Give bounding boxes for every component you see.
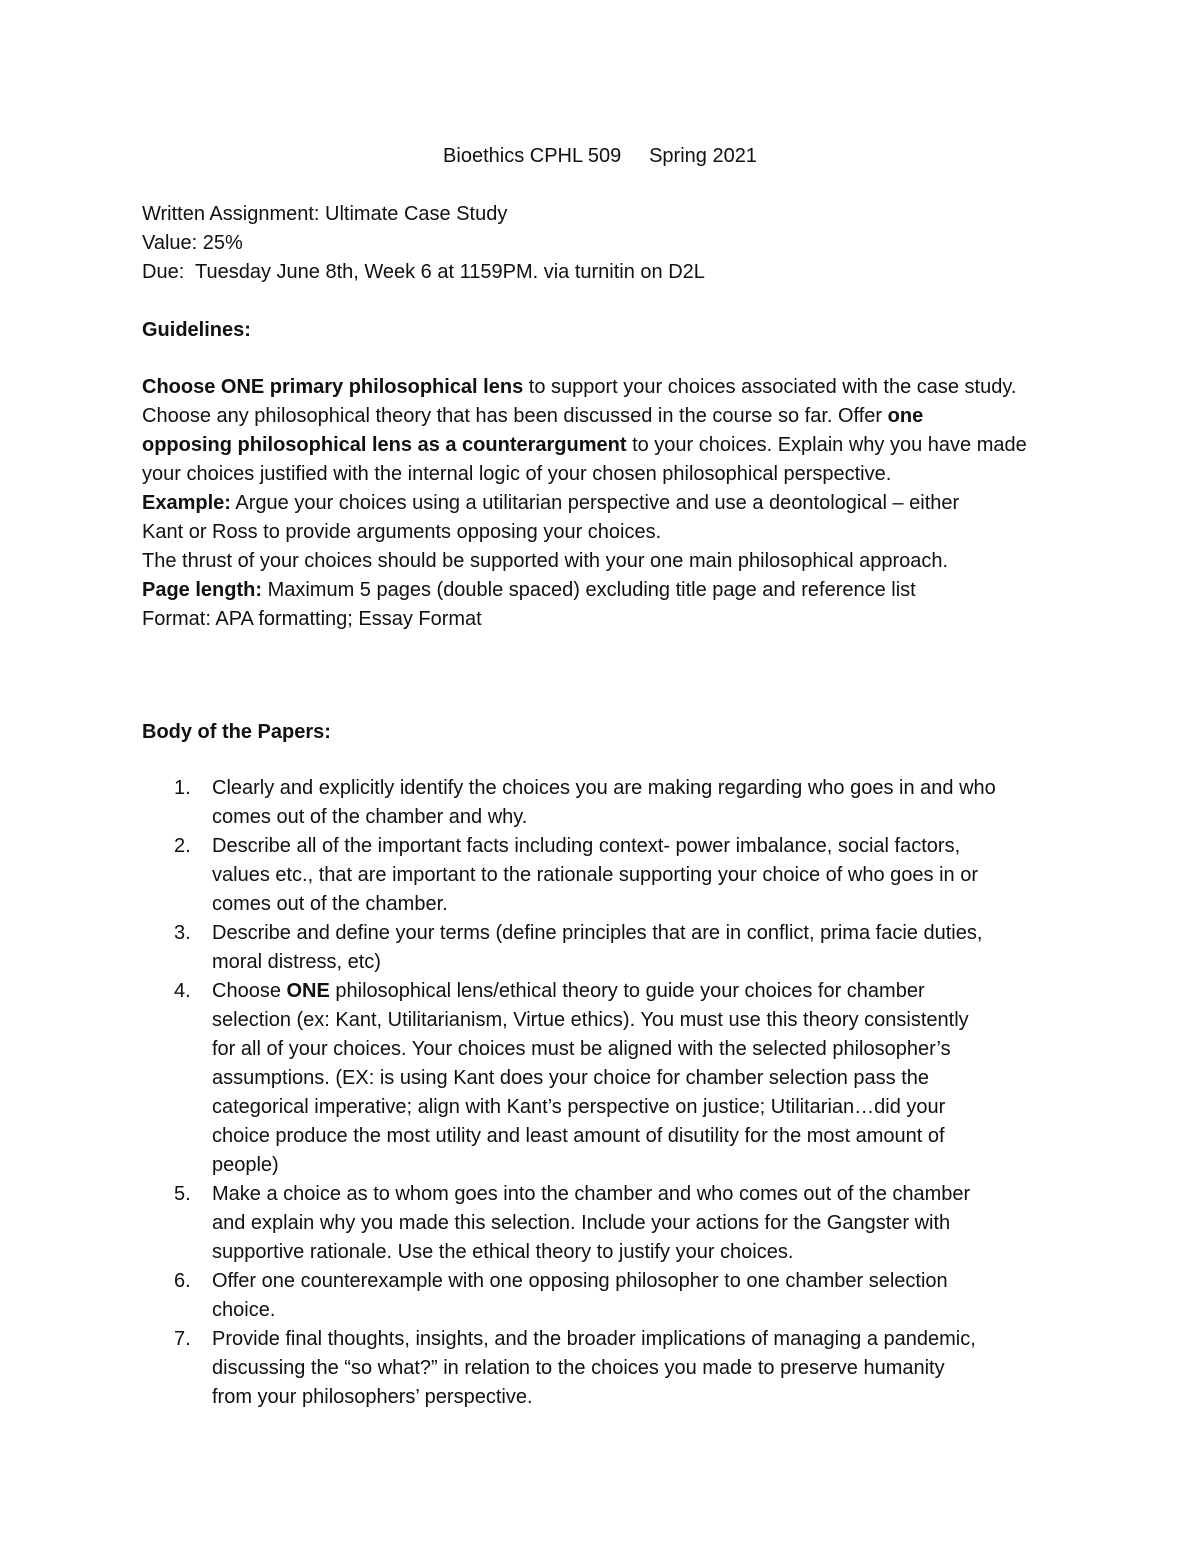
due-line: Due: Tuesday June 8th, Week 6 at 1159PM. via turnitin on D2L [142, 261, 705, 283]
list-item-number: 6. [174, 1270, 191, 1292]
list-item-number: 2. [174, 835, 191, 857]
list-item-line: for all of your choices. Your choices must be aligned with the selected philosopher’s [212, 1038, 951, 1060]
list-item-line: categorical imperative; align with Kant’s perspective on justice; Utilitarian…did your [212, 1096, 946, 1118]
list-item-line: values etc., that are important to the rationale supporting your choice of who goes in or [212, 864, 978, 886]
list-item-line: Offer one counterexample with one opposing philosopher to one chamber selection [212, 1270, 948, 1292]
guideline-line: Example: Argue your choices using a utilitarian perspective and use a deontological – either [142, 492, 960, 514]
list-item-line: and explain why you made this selection. Include your actions for the Gangster with [212, 1212, 951, 1234]
list-item-number: 4. [174, 980, 191, 1002]
list-item [142, 977, 1082, 1180]
list-item [142, 832, 1082, 919]
guideline-line: Choose ONE primary philosophical lens to support your choices associated with the case study. [142, 376, 1017, 398]
list-item-line: Provide final thoughts, insights, and the broader implications of managing a pandemic, [212, 1328, 976, 1350]
assignment-info [142, 200, 1082, 287]
list-item-number: 1. [174, 777, 191, 799]
list-item-line: comes out of the chamber and why. [212, 806, 528, 828]
list-item-line: choice produce the most utility and least amount of disutility for the most amount of [212, 1125, 945, 1147]
list-item-line: comes out of the chamber. [212, 893, 448, 915]
guideline-line: Format: APA formatting; Essay Format [142, 608, 482, 630]
list-item-line: moral distress, etc) [212, 951, 381, 973]
list-item-number: 7. [174, 1328, 191, 1350]
list-item-line: Make a choice as to whom goes into the chamber and who comes out of the chamber [212, 1183, 971, 1205]
list-item [142, 1267, 1082, 1325]
list-item-line: people) [212, 1154, 279, 1176]
list-item-line: from your philosophers’ perspective. [212, 1386, 533, 1408]
body-list [142, 774, 1082, 1412]
list-item [142, 1325, 1082, 1412]
body-heading: Body of the Papers: [142, 721, 331, 743]
list-item-line: selection (ex: Kant, Utilitarianism, Virtue ethics). You must use this theory consistently [212, 1009, 969, 1031]
guideline-line: Kant or Ross to provide arguments opposing your choices. [142, 521, 662, 543]
list-item-line: discussing the “so what?” in relation to the choices you made to preserve humanity [212, 1357, 945, 1379]
guidelines-paragraph [142, 373, 1082, 634]
list-item [142, 774, 1082, 832]
document-title: Bioethics CPHL 509 Spring 2021 [443, 145, 757, 167]
list-item-line: Choose ONE philosophical lens/ethical theory to guide your choices for chamber [212, 980, 925, 1002]
list-item-line: Describe and define your terms (define principles that are in conflict, prima facie duties, [212, 922, 983, 944]
list-item-number: 5. [174, 1183, 191, 1205]
guideline-line: your choices justified with the internal logic of your chosen philosophical perspective. [142, 463, 892, 485]
assignment-line: Written Assignment: Ultimate Case Study [142, 203, 508, 225]
list-item-line: Clearly and explicitly identify the choices you are making regarding who goes in and who [212, 777, 996, 799]
guidelines-heading: Guidelines: [142, 319, 251, 341]
guideline-line: The thrust of your choices should be supported with your one main philosophical approach. [142, 550, 949, 572]
guideline-line: opposing philosophical lens as a counterargument to your choices. Explain why you have made [142, 434, 1027, 456]
list-item [142, 1180, 1082, 1267]
list-item-line: Describe all of the important facts including context- power imbalance, social factors, [212, 835, 961, 857]
value-line: Value: 25% [142, 232, 243, 254]
list-item-line: supportive rationale. Use the ethical theory to justify your choices. [212, 1241, 794, 1263]
list-item-number: 3. [174, 922, 191, 944]
list-item-line: choice. [212, 1299, 276, 1321]
list-item-line: assumptions. (EX: is using Kant does your choice for chamber selection pass the [212, 1067, 930, 1089]
guideline-line: Choose any philosophical theory that has been discussed in the course so far. Offer one [142, 405, 924, 427]
guideline-line: Page length: Maximum 5 pages (double spaced) excluding title page and reference list [142, 579, 916, 601]
list-item [142, 919, 1082, 977]
